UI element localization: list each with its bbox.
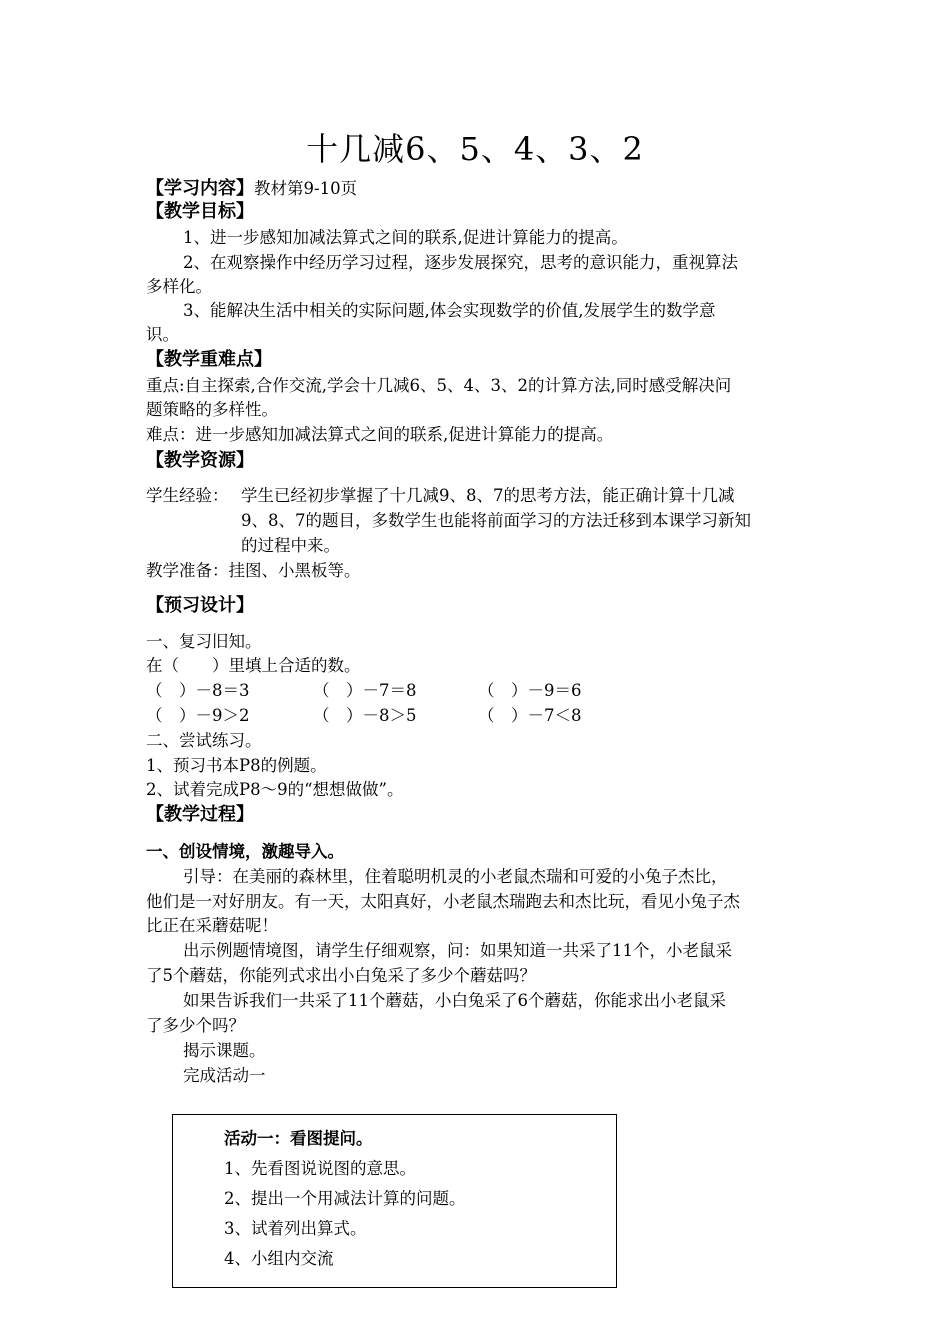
activity-box (172, 1114, 617, 1288)
section-1-heading: 一、创设情境，激趣导入。 (146, 842, 344, 861)
activity-item-1: 1、先看图说说图的意思。 (224, 1159, 416, 1178)
objective-3-line-2: 识。 (146, 325, 179, 344)
objective-2-line-1: 2、在观察操作中经历学习过程，逐步发展探究，思考的意识能力，重视算法 (183, 253, 738, 272)
key-point-line-1: 重点:自主探索,合作交流,学会十几减6、5、4、3、2的计算方法,同时感受解决问 (146, 376, 732, 395)
exercise-item: （ ）－9＞2 (146, 706, 250, 725)
paragraph-1-line-2: 他们是一对好朋友。有一天，太阳真好，小老鼠杰瑞跑去和杰比玩，看见小兔子杰 (146, 892, 740, 911)
objective-1: 1、进一步感知加减法算式之间的联系,促进计算能力的提高。 (183, 228, 628, 247)
activity-item-2: 2、提出一个用减法计算的问题。 (224, 1189, 466, 1208)
exercise-item: （ ）－9＝6 (478, 681, 582, 700)
paragraph-3-line-2: 了多少个吗？ (146, 1016, 245, 1035)
page-title: 十几减6、5、4、3、2 (306, 130, 644, 168)
key-point-line-2: 题策略的多样性。 (146, 400, 278, 419)
resources-heading: 【教学资源】 (146, 450, 254, 471)
study-content-line (146, 180, 357, 198)
try-item-1: 1、预习书本P8的例题。 (146, 756, 327, 775)
difficulty-line: 难点：进一步感知加减法算式之间的联系,促进计算能力的提高。 (146, 425, 614, 444)
study-content-label: 【学习内容】 (146, 178, 254, 199)
exercise-item: （ ）－7＝8 (313, 681, 417, 700)
key-points-heading: 【教学重难点】 (146, 349, 272, 370)
try-practice-heading: 二、尝试练习。 (146, 731, 262, 750)
process-heading: 【教学过程】 (146, 804, 254, 825)
student-experience-line-3: 的过程中来。 (241, 536, 340, 555)
paragraph-2-line-1: 出示例题情境图，请学生仔细观察，问：如果知道一共采了11个，小老鼠采 (183, 941, 732, 960)
paragraph-1-line-1: 引导：在美丽的森林里，住着聪明机灵的小老鼠杰瑞和可爱的小兔子杰比， (183, 867, 728, 886)
activity-item-4: 4、小组内交流 (224, 1249, 334, 1268)
paragraph-3-line-1: 如果告诉我们一共采了11个蘑菇，小白兔采了6个蘑菇，你能求出小老鼠采 (183, 991, 726, 1010)
exercise-item: （ ）－7＜8 (478, 706, 582, 725)
objectives-heading: 【教学目标】 (146, 201, 254, 222)
paragraph-1-line-3: 比正在采蘑菇呢！ (146, 916, 278, 935)
fill-instruction: 在（ ）里填上合适的数。 (146, 656, 361, 675)
try-item-2: 2、试着完成P8～9的“想想做做”。 (146, 780, 404, 799)
objective-2-line-2: 多样化。 (146, 277, 212, 296)
exercise-item: （ ）－8＞5 (313, 706, 417, 725)
review-heading: 一、复习旧知。 (146, 632, 262, 651)
activity-title: 活动一：看图提问。 (224, 1129, 373, 1148)
paragraph-2-line-2: 了5个蘑菇，你能列式求出小白兔采了多少个蘑菇吗？ (146, 966, 536, 985)
preview-heading: 【预习设计】 (146, 595, 254, 616)
reveal-topic: 揭示课题。 (183, 1041, 266, 1060)
activity-item-3: 3、试着列出算式。 (224, 1219, 367, 1238)
objective-3-line-1: 3、能解决生活中相关的实际问题,体会实现数学的价值,发展学生的数学意 (183, 301, 716, 320)
student-experience-line-1: 学生已经初步掌握了十几减9、8、7的思考方法，能正确计算十几减 (241, 486, 735, 505)
teaching-prep: 教学准备：挂图、小黑板等。 (146, 561, 361, 580)
student-experience-label: 学生经验： (146, 486, 229, 505)
student-experience-line-2: 9、8、7的题目，多数学生也能将前面学习的方法迁移到本课学习新知 (241, 511, 751, 530)
complete-activity: 完成活动一 (183, 1066, 266, 1085)
exercise-item: （ ）－8＝3 (146, 681, 250, 700)
study-content-text: 教材第9-10页 (254, 179, 358, 198)
